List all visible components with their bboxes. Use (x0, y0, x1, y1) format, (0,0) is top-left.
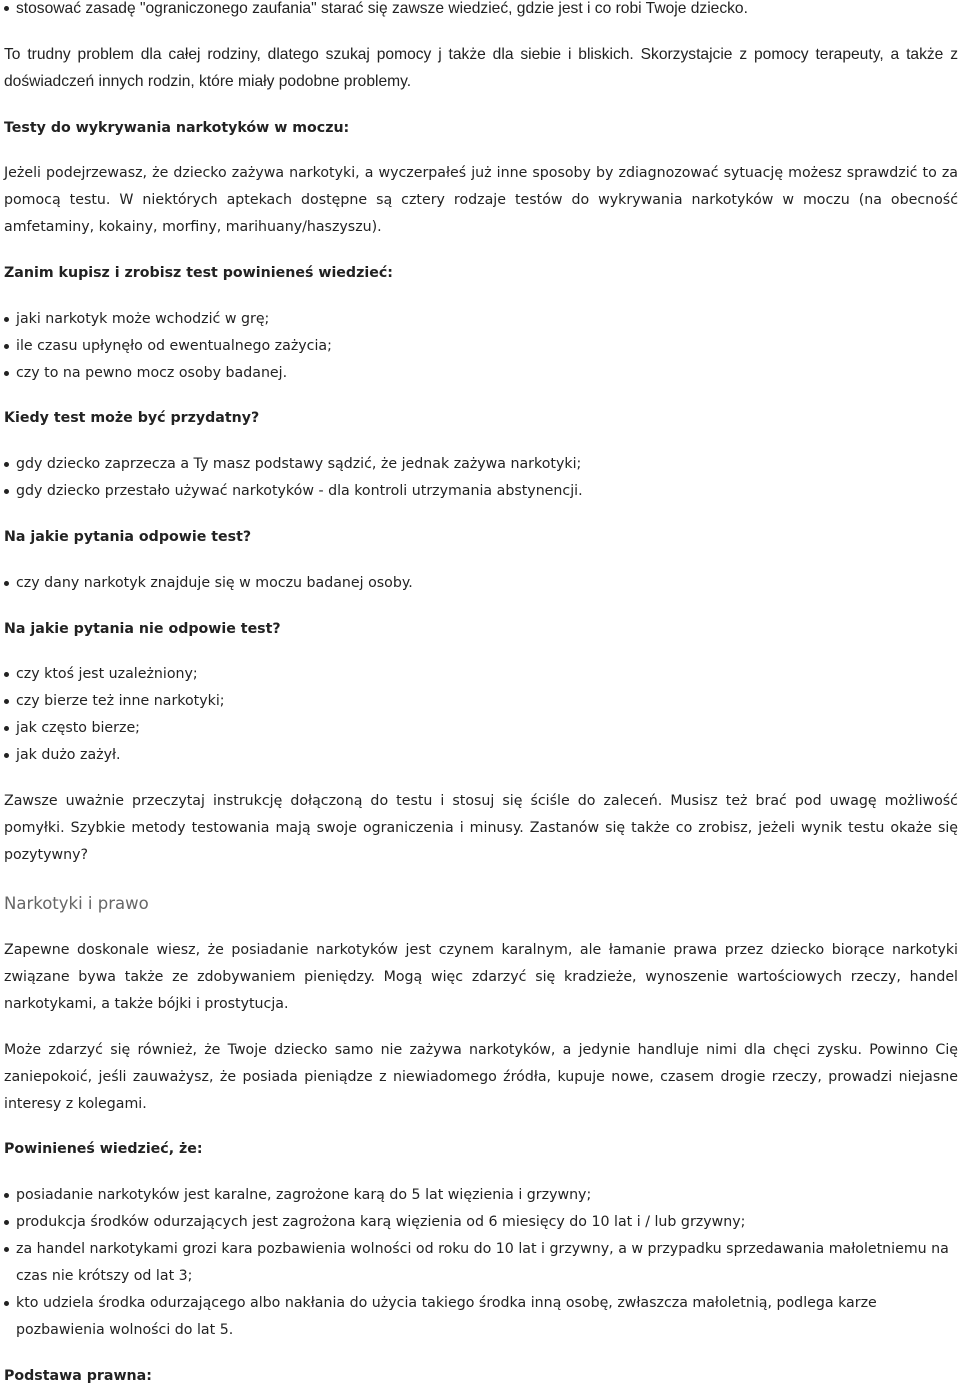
list-item: gdy dziecko zaprzecza a Ty masz podstawy sądzić, że jednak zażywa narkotyki; (4, 451, 958, 478)
tests-heading: Testy do wykrywania narkotyków w moczu: (4, 120, 350, 136)
list-item: posiadanie narkotyków jest karalne, zagrożone karą do 5 lat więzienia i grzywny; (4, 1182, 958, 1209)
list-item: stosować zasadę "ograniczonego zaufania" starać się zawsze wiedzieć, gdzie jest i co robi Twoje dziecko. (4, 0, 958, 22)
intro-paragraph: To trudny problem dla całej rodziny, dlatego szukaj pomocy j także dla siebie i bliskich. Skorzystajcie z pomocy terapeuty, a także z doświadczeń innych rodzin, które miały podobne problemy. (4, 46, 958, 90)
list-item: jak dużo zażył. (4, 742, 958, 769)
should-know-heading: Powinieneś wiedzieć, że: (4, 1141, 203, 1157)
law-paragraph-1: Zapewne doskonale wiesz, że posiadanie narkotyków jest czynem karalnym, ale łamanie prawa przez dziecko biorące narkotyki związane bywa także ze zdobywaniem pieniędzy. Mogą więc zdarzyć się kradzieże, wynoszenie wartościowych rzeczy, handel narkotykami, a także bójki i prostytucja. (4, 942, 958, 1012)
list-item: czy bierze też inne narkotyki; (4, 688, 958, 715)
list-item: czy ktoś jest uzależniony; (4, 661, 958, 688)
law-paragraph-2: Może zdarzyć się również, że Twoje dziecko samo nie zażywa narkotyków, a jedynie handluje nimi dla chęci zysku. Powinno Cię zaniepokoić, jeśli zauważysz, że posiada pieniądze z niewiadomego źródła, kupuje nowe, czasem drogie rzeczy, prowadzi niejasne interesy z kolegami. (4, 1042, 958, 1112)
answers-list (4, 570, 958, 597)
should-know-list (4, 1182, 958, 1344)
tests-paragraph: Jeżeli podejrzewasz, że dziecko zażywa narkotyki, a wyczerpałeś już inne sposoby by zdiagnozować sytuację możesz sprawdzić to za pomocą testu. W niektórych aptekach dostępne są cztery rodzaje testów do wykrywania narkotyków w moczu (na obecność amfetaminy, kokainy, morfiny, marihuany/haszyszu). (4, 165, 958, 235)
top-bullet-list (4, 0, 958, 22)
when-useful-list (4, 451, 958, 505)
list-item: gdy dziecko przestało używać narkotyków - dla kontroli utrzymania abstynencji. (4, 478, 958, 505)
caution-paragraph: Zawsze uważnie przeczytaj instrukcję dołączoną do testu i stosuj się ściśle do zaleceń. Musisz też brać pod uwagę możliwość pomyłki. Szybkie metody testowania mają swoje ograniczenia i minusy. Zastanów się także co zrobisz, jeżeli wynik testu okaże się pozytywny? (4, 793, 958, 863)
list-item: jaki narkotyk może wchodzić w grę; (4, 306, 958, 333)
list-item: ile czasu upłynęło od ewentualnego zażycia; (4, 333, 958, 360)
before-buy-heading: Zanim kupisz i zrobisz test powinieneś wiedzieć: (4, 265, 393, 281)
before-buy-list (4, 306, 958, 387)
list-item: produkcja środków odurzających jest zagrożona karą więzienia od 6 miesięcy do 10 lat i / lub grzywny; (4, 1209, 958, 1236)
list-item: za handel narkotykami grozi kara pozbawienia wolności od roku do 10 lat i grzywny, a w przypadku sprzedawania małoletniemu na czas nie krótszy od lat 3; (4, 1236, 958, 1290)
list-item: czy dany narkotyk znajduje się w moczu badanej osoby. (4, 570, 958, 597)
answers-heading: Na jakie pytania odpowie test? (4, 529, 252, 545)
list-item: jak często bierze; (4, 715, 958, 742)
when-useful-heading: Kiedy test może być przydatny? (4, 410, 260, 426)
law-heading: Narkotyki i prawo (4, 894, 149, 913)
list-item: czy to na pewno mocz osoby badanej. (4, 360, 958, 387)
no-answers-list (4, 661, 958, 769)
no-answers-heading: Na jakie pytania nie odpowie test? (4, 621, 281, 637)
list-item: kto udziela środka odurzającego albo nakłania do użycia takiego środka inną osobę, zwłaszcza małoletnią, podlega karze pozbawienia wolności do lat 5. (4, 1290, 958, 1344)
legal-basis-heading: Podstawa prawna: (4, 1368, 152, 1384)
